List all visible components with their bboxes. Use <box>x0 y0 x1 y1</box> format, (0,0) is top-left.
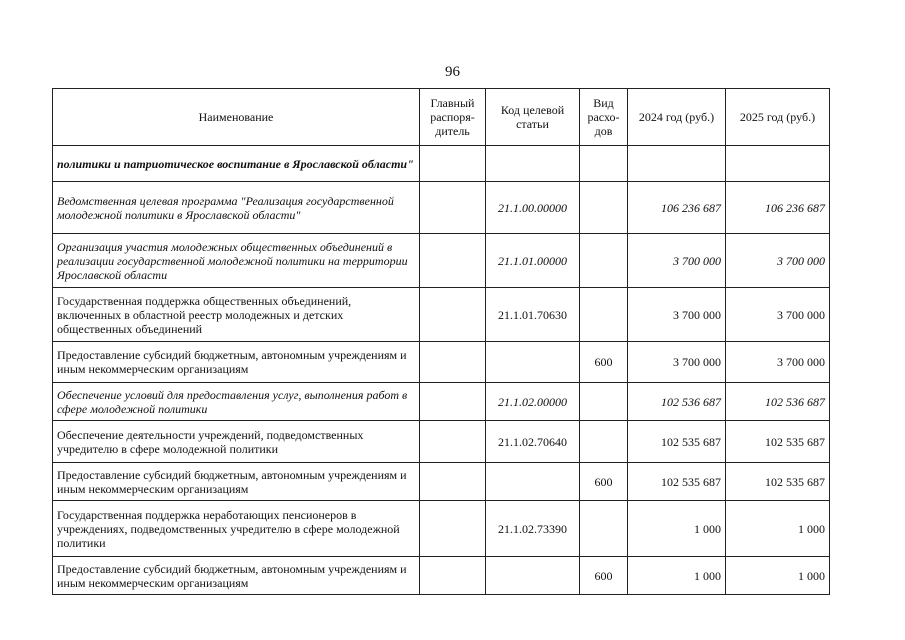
row-name: Обеспечение условий для предоставления услуг, выполнения работ в сфере молодежной политики <box>53 383 420 421</box>
row-kind: 600 <box>580 342 628 383</box>
table-row <box>53 342 830 383</box>
row-code: 21.1.00.00000 <box>486 182 580 234</box>
row-2025: 102 535 687 <box>726 463 830 501</box>
row-kind <box>580 288 628 342</box>
row-2025: 1 000 <box>726 557 830 595</box>
row-2024 <box>628 146 726 182</box>
table-row <box>53 234 830 288</box>
row-code <box>486 342 580 383</box>
row-manager <box>420 501 486 557</box>
table-row <box>53 146 830 182</box>
row-2024: 102 536 687 <box>628 383 726 421</box>
row-name: политики и патриотическое воспитание в Ярославской области" <box>53 146 420 182</box>
table-row <box>53 463 830 501</box>
row-2024: 3 700 000 <box>628 288 726 342</box>
column-header-name: Наименование <box>53 89 420 146</box>
table-header-row <box>53 89 830 146</box>
row-code: 21.1.02.70640 <box>486 421 580 463</box>
row-2025: 102 535 687 <box>726 421 830 463</box>
column-header-kind: Вид расхо-дов <box>580 89 628 146</box>
row-kind: 600 <box>580 463 628 501</box>
row-2025: 106 236 687 <box>726 182 830 234</box>
row-name: Предоставление субсидий бюджетным, автономным учреждениям и иным некоммерческим организациям <box>53 463 420 501</box>
column-header-manager: Главный распоря-дитель <box>420 89 486 146</box>
row-2024: 3 700 000 <box>628 342 726 383</box>
row-name: Государственная поддержка общественных объединений, включенных в областной реестр молодежных и детских общественных объединений <box>53 288 420 342</box>
row-code: 21.1.01.00000 <box>486 234 580 288</box>
column-header-2025: 2025 год (руб.) <box>726 89 830 146</box>
row-kind <box>580 146 628 182</box>
table-row <box>53 557 830 595</box>
row-name: Предоставление субсидий бюджетным, автономным учреждениям и иным некоммерческим организациям <box>53 557 420 595</box>
row-manager <box>420 342 486 383</box>
row-name: Ведомственная целевая программа "Реализация государственной молодежной политики в Ярославской области" <box>53 182 420 234</box>
row-manager <box>420 182 486 234</box>
row-kind <box>580 182 628 234</box>
row-kind <box>580 501 628 557</box>
row-2024: 1 000 <box>628 557 726 595</box>
row-kind: 600 <box>580 557 628 595</box>
row-manager <box>420 557 486 595</box>
row-kind <box>580 234 628 288</box>
row-code <box>486 146 580 182</box>
row-manager <box>420 463 486 501</box>
row-name: Предоставление субсидий бюджетным, автономным учреждениям и иным некоммерческим организациям <box>53 342 420 383</box>
row-2024: 106 236 687 <box>628 182 726 234</box>
row-code <box>486 557 580 595</box>
table-row <box>53 383 830 421</box>
row-2025: 102 536 687 <box>726 383 830 421</box>
row-code: 21.1.02.00000 <box>486 383 580 421</box>
row-kind <box>580 383 628 421</box>
table-row <box>53 288 830 342</box>
row-2024: 1 000 <box>628 501 726 557</box>
row-2024: 102 535 687 <box>628 421 726 463</box>
row-2025: 3 700 000 <box>726 288 830 342</box>
row-kind <box>580 421 628 463</box>
row-2025 <box>726 146 830 182</box>
column-header-2024: 2024 год (руб.) <box>628 89 726 146</box>
table-row <box>53 421 830 463</box>
budget-table <box>52 88 830 595</box>
row-name: Организация участия молодежных общественных объединений в реализации государственной молодежной политики на территории Ярославской области <box>53 234 420 288</box>
table-row <box>53 501 830 557</box>
page-number: 96 <box>445 64 460 80</box>
row-code <box>486 463 580 501</box>
row-2024: 3 700 000 <box>628 234 726 288</box>
row-2025: 1 000 <box>726 501 830 557</box>
row-manager <box>420 146 486 182</box>
row-2025: 3 700 000 <box>726 342 830 383</box>
row-2025: 3 700 000 <box>726 234 830 288</box>
row-2024: 102 535 687 <box>628 463 726 501</box>
row-code: 21.1.02.73390 <box>486 501 580 557</box>
row-manager <box>420 421 486 463</box>
row-name: Обеспечение деятельности учреждений, подведомственных учредителю в сфере молодежной политики <box>53 421 420 463</box>
column-header-code: Код целевой статьи <box>486 89 580 146</box>
table-row <box>53 182 830 234</box>
row-manager <box>420 288 486 342</box>
row-code: 21.1.01.70630 <box>486 288 580 342</box>
row-name: Государственная поддержка неработающих пенсионеров в учреждениях, подведомственных учредителю в сфере молодежной политики <box>53 501 420 557</box>
row-manager <box>420 234 486 288</box>
row-manager <box>420 383 486 421</box>
